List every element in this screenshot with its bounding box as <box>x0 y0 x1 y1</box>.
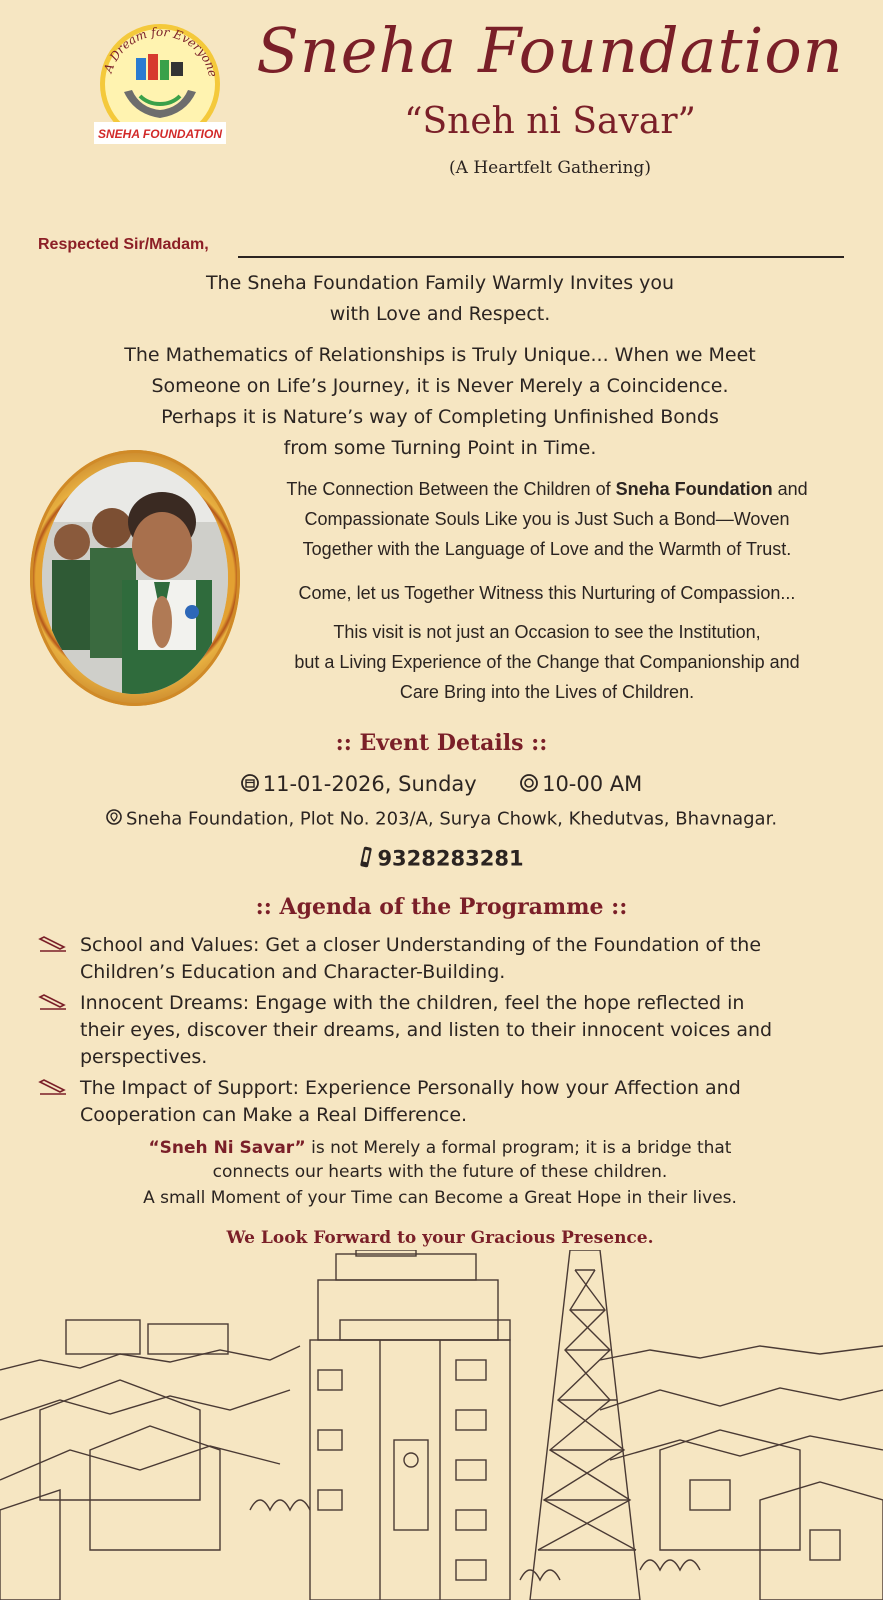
event-details-heading: :: Event Details :: <box>335 730 548 756</box>
name-blank-line <box>238 256 844 258</box>
children-praying-photo <box>42 462 228 694</box>
children-photo-frame <box>30 450 240 706</box>
agenda-list <box>38 932 848 1133</box>
closing-sign-off: We Look Forward to your Gracious Presence. <box>226 1228 654 1248</box>
closing-paragraph <box>60 1136 820 1184</box>
intro-line: The Sneha Foundation Family Warmly Invites you <box>205 272 675 294</box>
agenda-heading: :: Agenda of the Programme :: <box>255 894 628 920</box>
visit-line: Care Bring into the Lives of Children. <box>399 682 695 702</box>
closing-bold: “Sneh Ni Savar” <box>148 1138 306 1158</box>
agenda-item <box>38 932 848 986</box>
agenda-line: their eyes, discover their dreams, and listen to their innocent voices and <box>80 1019 773 1041</box>
event-venue <box>0 808 883 831</box>
event-time: 10-00 AM <box>542 772 643 796</box>
agenda-line: The Impact of Support: Experience Personally how your Affection and <box>80 1077 741 1099</box>
agenda-item <box>38 990 848 1071</box>
logo-arc-text: A Dream for Everyone <box>101 24 221 79</box>
intro-line: with Love and Respect. <box>329 303 551 325</box>
visit-line: This visit is not just an Occasion to see the Institution, <box>333 622 761 642</box>
event-date: 11-01-2026, Sunday <box>262 772 477 796</box>
pen-bullet-icon <box>38 992 68 1019</box>
paragraph-line: Perhaps it is Nature’s way of Completing Unfinished Bonds <box>161 406 719 428</box>
agenda-line: perspectives. <box>80 1046 208 1068</box>
connection-line: Together with the Language of Love and the Warmth of Trust. <box>302 539 792 559</box>
agenda-line: Cooperation can Make a Real Difference. <box>80 1104 468 1126</box>
city-skyline-sketch <box>0 1250 883 1600</box>
foundation-logo <box>88 14 232 154</box>
closing-rest: is not Merely a formal program; it is a bridge that <box>305 1138 732 1158</box>
event-subtitle: (A Heartfelt Gathering) <box>449 158 651 178</box>
agenda-line: Innocent Dreams: Engage with the children, feel the hope reflected in <box>80 992 745 1014</box>
pen-bullet-icon <box>38 1077 68 1104</box>
relationships-paragraph <box>40 340 840 464</box>
connection-bold: Sneha Foundation <box>615 479 773 499</box>
intro-paragraph <box>40 268 840 330</box>
connection-pre: The Connection Between the Children of <box>286 479 616 499</box>
salutation: Respected Sir/Madam, <box>38 236 209 253</box>
calendar-icon <box>241 773 259 797</box>
paragraph-line: Someone on Life’s Journey, it is Never Merely a Coincidence. <box>151 375 729 397</box>
agenda-line: School and Values: Get a closer Understanding of the Foundation of the <box>80 934 762 956</box>
location-pin-icon <box>106 808 122 831</box>
come-line: Come, let us Together Witness this Nurturing of Compassion... <box>298 583 796 603</box>
organization-title: Sneha Foundation <box>256 14 844 87</box>
closing-line: connects our hearts with the future of these children. <box>212 1162 668 1182</box>
paragraph-line: from some Turning Point in Time. <box>283 437 597 459</box>
connection-line: Compassionate Souls Like you is Just Such a Bond—Woven <box>304 509 790 529</box>
mobile-phone-icon <box>359 846 373 873</box>
logo-label: SNEHA FOUNDATION <box>98 127 222 141</box>
phone-number: 9328283281 <box>377 846 524 871</box>
visit-line: but a Living Experience of the Change that Companionship and <box>294 652 800 672</box>
agenda-line: Children’s Education and Character-Building. <box>80 961 506 983</box>
venue-address: Sneha Foundation, Plot No. 203/A, Surya Chowk, Khedutvas, Bhavnagar. <box>125 808 778 830</box>
visit-paragraph <box>244 617 850 707</box>
connection-paragraph <box>244 474 850 564</box>
event-date-time <box>0 772 883 797</box>
event-name: “Sneh ni Savar” <box>404 101 696 142</box>
agenda-item <box>38 1075 848 1129</box>
clock-icon <box>520 773 538 797</box>
connection-post: and <box>772 479 808 499</box>
paragraph-line: The Mathematics of Relationships is Truly Unique... When we Meet <box>124 344 756 366</box>
closing-hope-line: A small Moment of your Time can Become a Great Hope in their lives. <box>143 1188 737 1208</box>
pen-bullet-icon <box>38 934 68 961</box>
event-phone <box>0 846 883 873</box>
